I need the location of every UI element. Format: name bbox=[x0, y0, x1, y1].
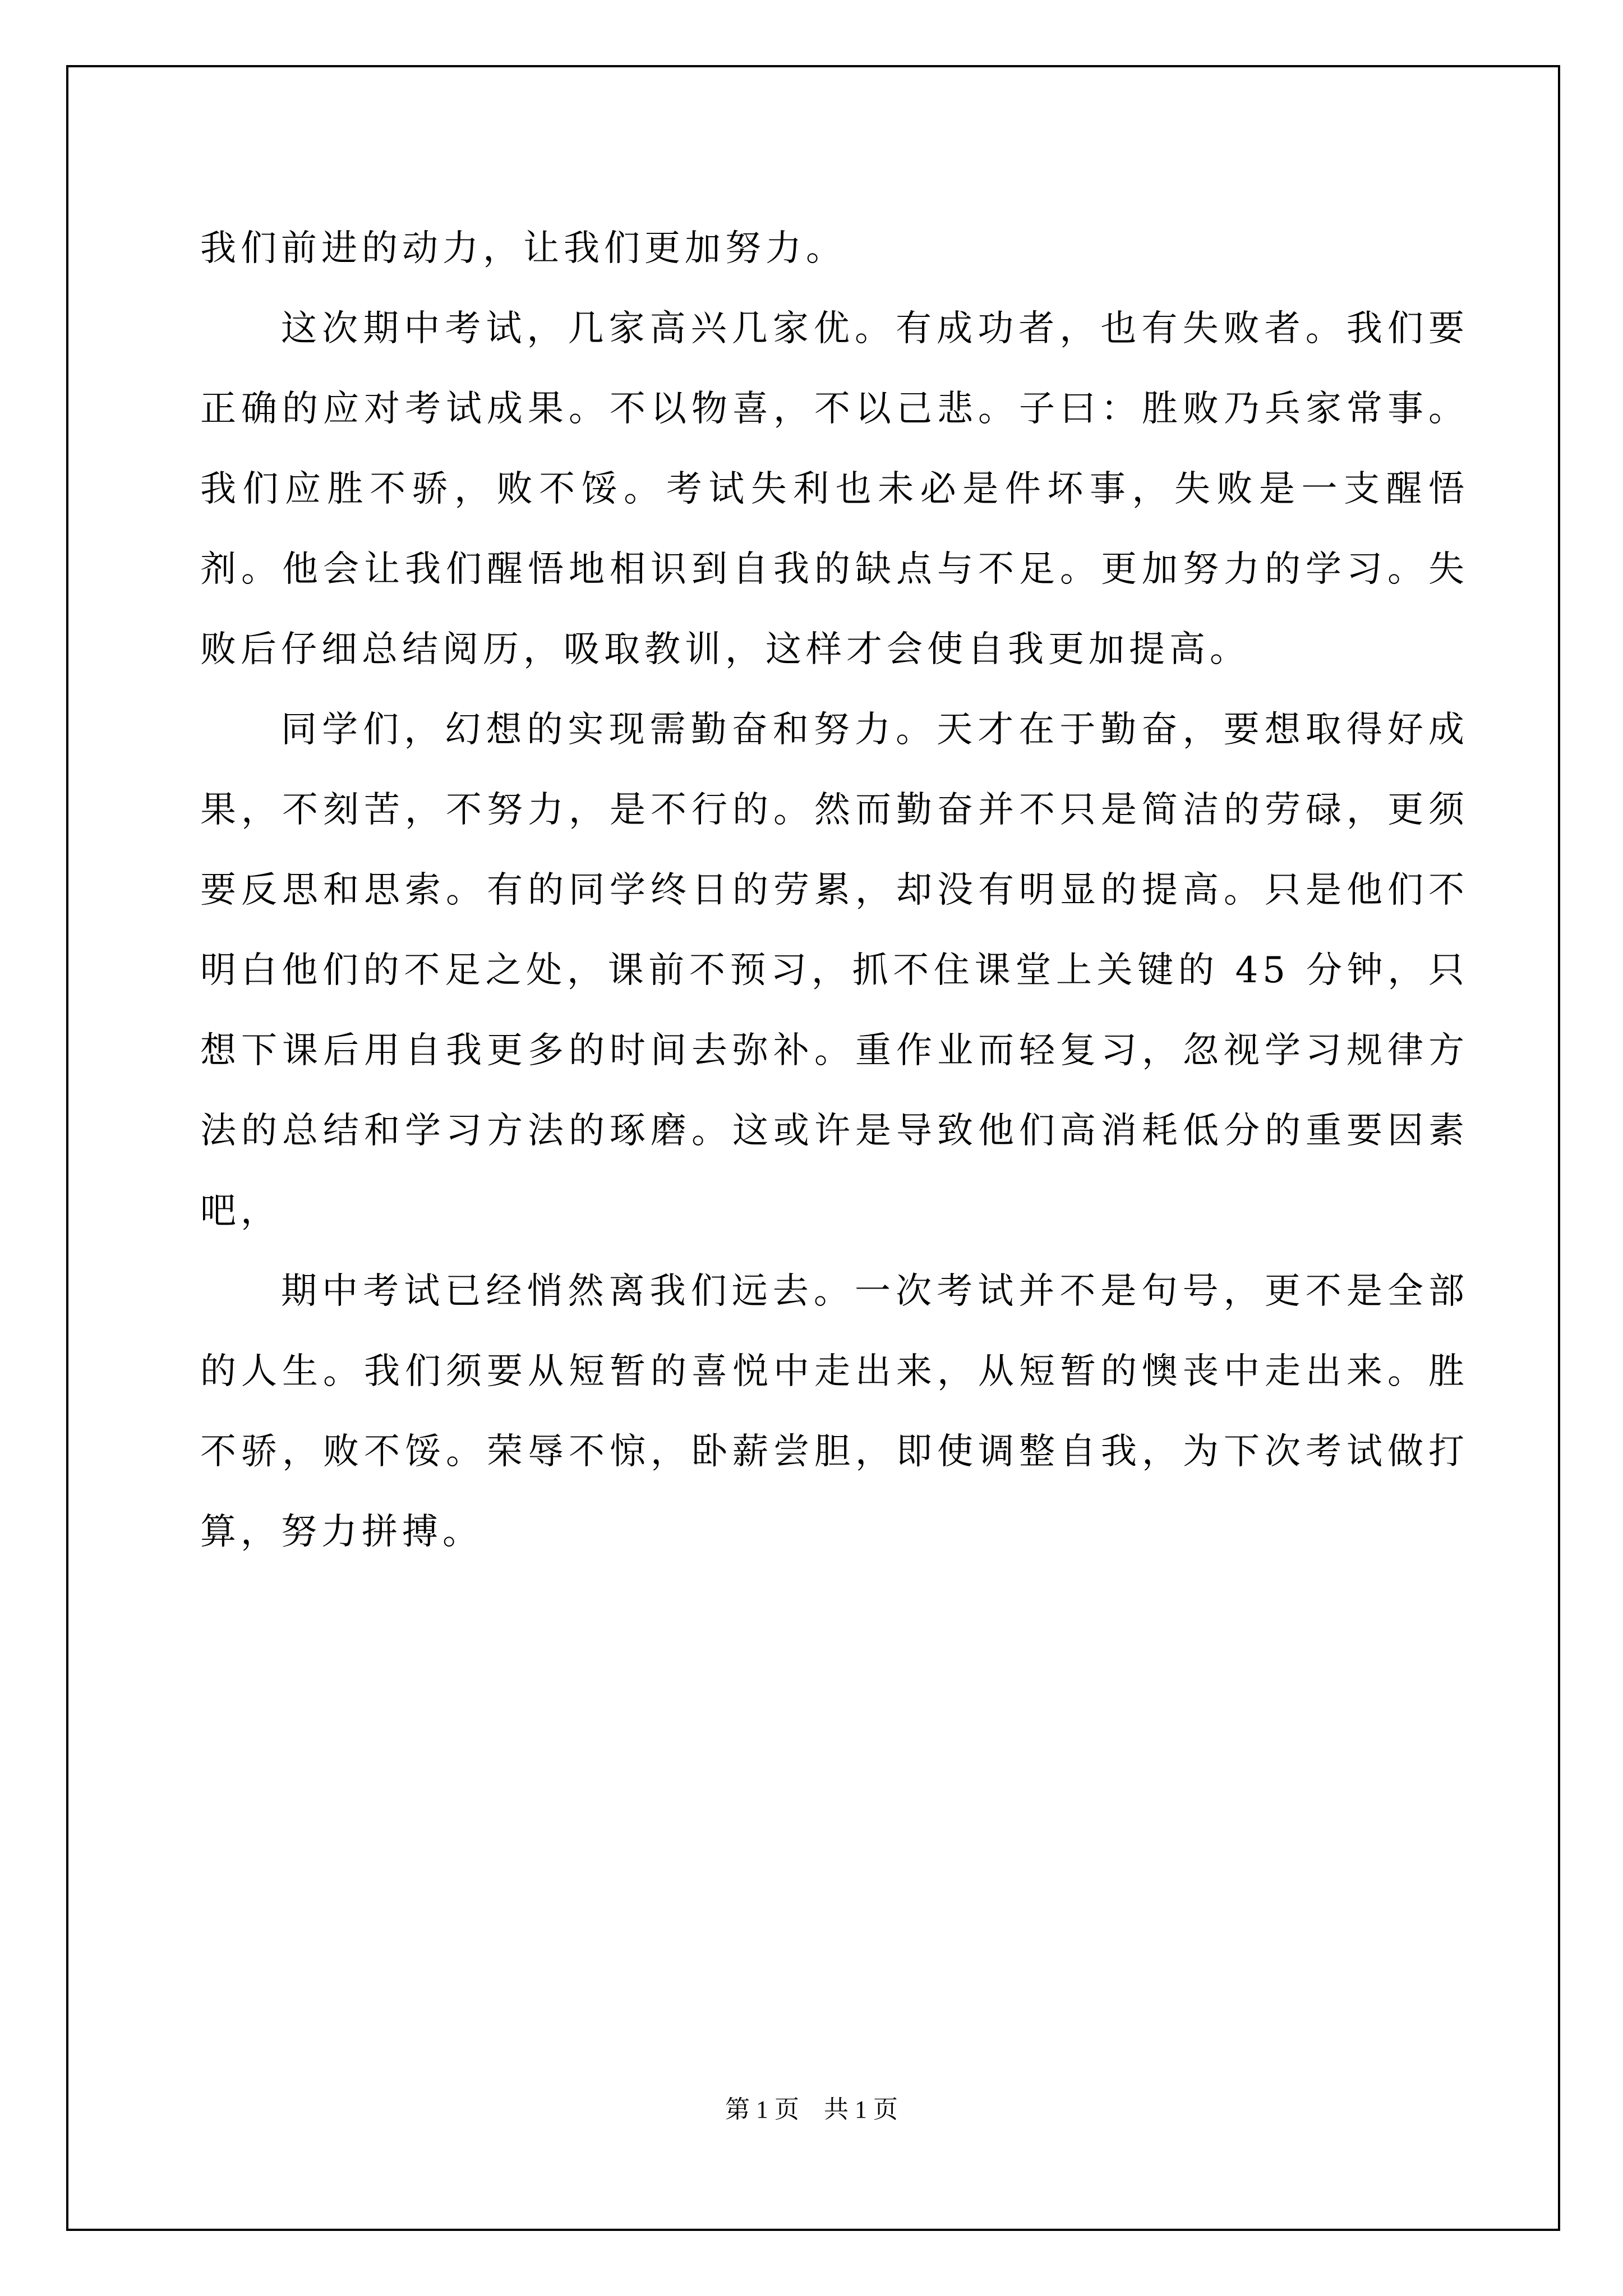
paragraph-3: 同学们，幻想的实现需勤奋和努力。天才在于勤奋，要想取得好成果，不刻苦，不努力，是不行的。然而勤奋并不只是简洁的劳碌，更须要反思和思索。有的同学终日的劳累，却没有明显的提高。只是他们不明白他们的不足之处，课前不预习，抓不住课堂上关键的 45 分钟，只想下课后用自我更多的时间去弥补。重作业而轻复习，忽视学习规律方法的总结和学习方法的琢磨。这或许是导致他们高消耗低分的重要因素吧， bbox=[200, 709, 1469, 1232]
paragraph-2: 这次期中考试，几家高兴几家优。有成功者，也有失败者。我们要正确的应对考试成果。不以物喜，不以己悲。子曰：胜败乃兵家常事。我们应胜不骄，败不馁。考试失利也未必是件坏事，失败是一支醒悟剂。他会让我们醒悟地相识到自我的缺点与不足。更加努力的学习。失败后仔细总结阅历，吸取教训，这样才会使自我更加提高。 bbox=[200, 308, 1469, 670]
page-number-footer: 第 1 页 共 1 页 bbox=[725, 2096, 898, 2123]
paragraph-4: 期中考试已经悄然离我们远去。一次考试并不是句号，更不是全部的人生。我们须要从短暂的喜悦中走出来，从短暂的懊丧中走出来。胜不骄，败不馁。荣辱不惊，卧薪尝胆，即使调整自我，为下次考试做打算，努力拼搏。 bbox=[200, 1271, 1469, 1553]
paragraph-1: 我们前进的动力，让我们更加努力。 bbox=[200, 228, 846, 269]
document-body bbox=[200, 209, 1469, 1572]
